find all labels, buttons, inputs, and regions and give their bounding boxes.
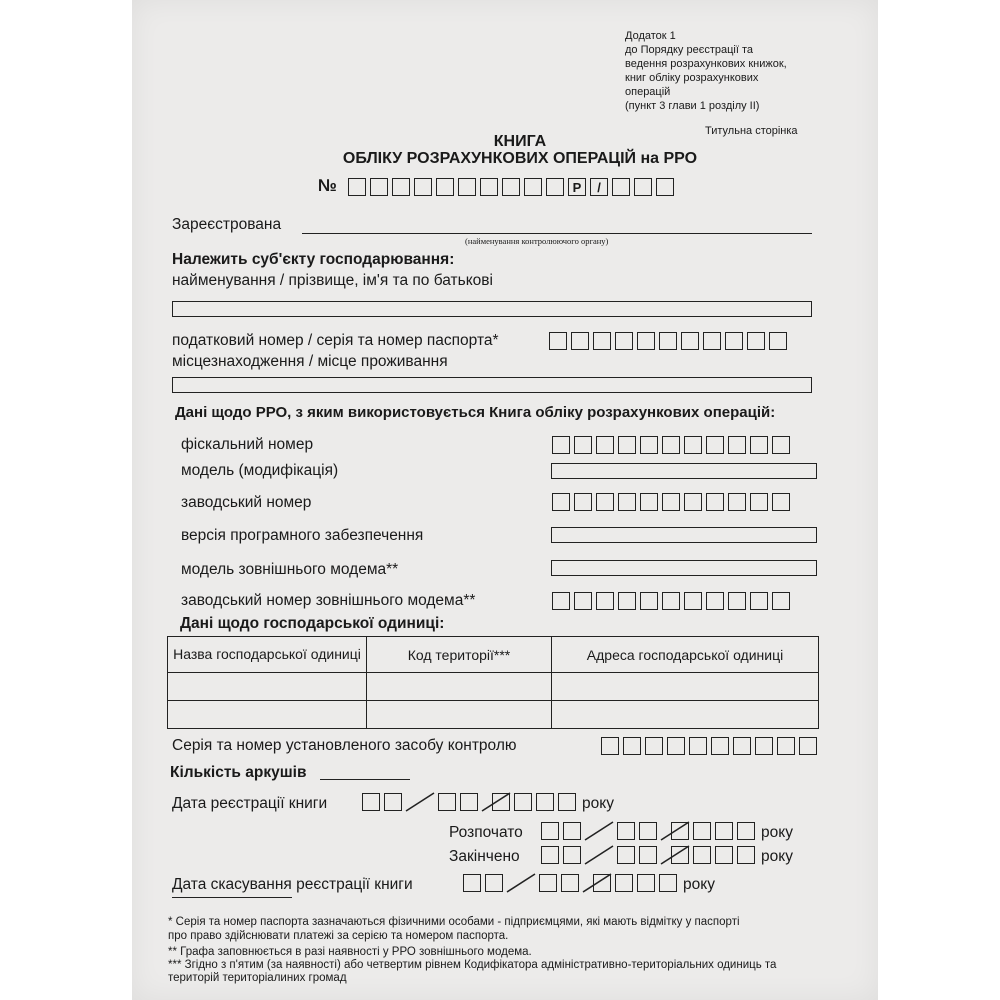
number-letter-cell: Р — [568, 178, 586, 196]
date-cell[interactable] — [639, 846, 657, 864]
name-label: найменування / прізвище, ім'я та по батькові — [172, 272, 493, 289]
serial-cell[interactable] — [772, 493, 790, 511]
serial-cell[interactable] — [552, 493, 570, 511]
software-version-input[interactable] — [551, 527, 817, 543]
fiscal-cell[interactable] — [574, 436, 592, 454]
control-cell[interactable] — [601, 737, 619, 755]
date-slash-icon — [404, 792, 436, 812]
date-slash-icon — [583, 845, 615, 865]
number-cell[interactable] — [612, 178, 630, 196]
modem-serial-cell[interactable] — [662, 592, 680, 610]
tax-cell[interactable] — [747, 332, 765, 350]
control-cell[interactable] — [711, 737, 729, 755]
serial-cell[interactable] — [750, 493, 768, 511]
date-cell[interactable] — [460, 793, 478, 811]
date-cell[interactable] — [715, 822, 733, 840]
modem-serial-label: заводський номер зовнішнього модема** — [181, 592, 476, 609]
number-slash-cell: / — [590, 178, 608, 196]
number-cell[interactable] — [414, 178, 432, 196]
date-cell[interactable] — [615, 874, 633, 892]
modem-serial-cell[interactable] — [618, 592, 636, 610]
tax-cell[interactable] — [659, 332, 677, 350]
tax-cell[interactable] — [593, 332, 611, 350]
serial-cell[interactable] — [706, 493, 724, 511]
footnote-3: *** Згідно з п'ятим (за наявності) або четвертим рівнем Кодифікатора адміністративно-територіальних одиниць та — [168, 959, 777, 971]
date-cell[interactable] — [438, 793, 456, 811]
fiscal-cell[interactable] — [706, 436, 724, 454]
cancel-day[interactable] — [463, 874, 507, 892]
date-cell[interactable] — [617, 846, 635, 864]
belongs-heading: Належить суб'єкту господарювання: — [172, 251, 455, 268]
tax-cell[interactable] — [769, 332, 787, 350]
tax-cell[interactable] — [637, 332, 655, 350]
control-cell[interactable] — [645, 737, 663, 755]
serial-cell[interactable] — [684, 493, 702, 511]
appendix-number: Додаток 1 — [625, 30, 676, 42]
started-day[interactable] — [541, 822, 585, 840]
number-cell[interactable] — [458, 178, 476, 196]
serial-cell[interactable] — [618, 493, 636, 511]
control-cell[interactable] — [777, 737, 795, 755]
date-cell[interactable] — [384, 793, 402, 811]
modem-model-input[interactable] — [551, 560, 817, 576]
date-slash-icon — [583, 821, 615, 841]
modem-serial-cell[interactable] — [552, 592, 570, 610]
control-cell[interactable] — [623, 737, 641, 755]
fiscal-number-cells[interactable] — [552, 436, 794, 454]
location-input[interactable] — [172, 377, 812, 393]
appendix-line: (пункт 3 глави 1 розділу II) — [625, 100, 760, 112]
column-header-name: Назва господарської одиниці — [168, 637, 367, 673]
modem-serial-cell[interactable] — [596, 592, 614, 610]
book-title: КНИГА — [493, 133, 547, 150]
control-cell[interactable] — [799, 737, 817, 755]
date-slash-icon — [505, 873, 537, 893]
number-cell[interactable] — [502, 178, 520, 196]
date-cell[interactable] — [693, 846, 711, 864]
serial-cell[interactable] — [574, 493, 592, 511]
date-cell[interactable] — [561, 874, 579, 892]
date-cell[interactable] — [639, 822, 657, 840]
cancel-date-label: Дата скасування реєстрації книги — [172, 876, 413, 893]
fiscal-cell[interactable] — [596, 436, 614, 454]
modem-serial-cell[interactable] — [750, 592, 768, 610]
control-cell[interactable] — [689, 737, 707, 755]
table-cell[interactable] — [168, 701, 367, 729]
appendix-line: ведення розрахункових книжок, — [625, 58, 787, 70]
date-cell[interactable] — [362, 793, 380, 811]
units-table — [167, 636, 819, 729]
reg-date-label: Дата реєстрації книги — [172, 795, 328, 812]
appendix-line: книг обліку розрахункових — [625, 72, 759, 84]
column-header-address: Адреса господарської одиниці — [552, 637, 819, 673]
date-cell[interactable] — [617, 822, 635, 840]
reg-date-month[interactable] — [438, 793, 482, 811]
footnote-3-cont: територій територіалиних громад — [168, 972, 347, 984]
table-cell[interactable] — [367, 673, 552, 701]
control-cell[interactable] — [667, 737, 685, 755]
tax-cell[interactable] — [725, 332, 743, 350]
number-sign: № — [318, 176, 337, 195]
units-heading: Дані щодо господарської одиниці: — [180, 615, 445, 632]
column-header-code: Код території*** — [367, 637, 552, 673]
date-cell[interactable] — [541, 822, 559, 840]
modem-serial-cell[interactable] — [706, 592, 724, 610]
tax-cell[interactable] — [681, 332, 699, 350]
title-page-label: Титульна сторінка — [705, 125, 798, 137]
year-word: року — [761, 848, 793, 865]
date-cell[interactable] — [563, 846, 581, 864]
date-cell[interactable] — [514, 793, 532, 811]
footnote-divider — [172, 897, 292, 898]
appendix-line: операцій — [625, 86, 671, 98]
fiscal-cell[interactable] — [750, 436, 768, 454]
date-cell[interactable] — [463, 874, 481, 892]
fiscal-cell[interactable] — [618, 436, 636, 454]
footnote-2: ** Графа заповнюється в разі наявності у РРО зовнішнього модема. — [168, 946, 532, 958]
serial-number-label: заводський номер — [181, 494, 312, 511]
location-label: місцезнаходження / місце проживання — [172, 353, 448, 370]
date-cell[interactable] — [671, 822, 689, 840]
date-cell[interactable] — [541, 846, 559, 864]
sheets-label: Кількість аркушів — [170, 764, 307, 781]
tax-cell[interactable] — [571, 332, 589, 350]
control-cell[interactable] — [755, 737, 773, 755]
appendix-line: до Порядку реєстрації та — [625, 44, 753, 56]
name-input[interactable] — [172, 301, 812, 317]
modem-model-label: модель зовнішнього модема** — [181, 561, 399, 578]
fiscal-cell[interactable] — [684, 436, 702, 454]
modem-serial-cell[interactable] — [640, 592, 658, 610]
cancel-month[interactable] — [539, 874, 583, 892]
cancel-year[interactable] — [593, 874, 681, 892]
finished-day[interactable] — [541, 846, 585, 864]
finished-label: Закінчено — [449, 848, 520, 865]
footnote-1-cont: про право здійснювати платежі за серією та номером паспорта. — [168, 930, 509, 942]
serial-cell[interactable] — [728, 493, 746, 511]
tax-number-label: податковий номер / серія та номер паспорта* — [172, 332, 499, 349]
tax-cell[interactable] — [549, 332, 567, 350]
number-cell[interactable] — [370, 178, 388, 196]
date-cell[interactable] — [671, 846, 689, 864]
year-word: року — [761, 824, 793, 841]
fiscal-number-label: фіскальний номер — [181, 436, 314, 453]
rro-heading: Дані щодо РРО, з яким використовується Книга обліку розрахункових операцій: — [175, 404, 776, 421]
table-cell[interactable] — [168, 673, 367, 701]
fiscal-cell[interactable] — [772, 436, 790, 454]
table-cell[interactable] — [552, 673, 819, 701]
date-cell[interactable] — [737, 846, 755, 864]
model-input[interactable] — [551, 463, 817, 479]
book-number-cells[interactable] — [348, 178, 678, 196]
number-cell[interactable] — [656, 178, 674, 196]
control-cell[interactable] — [733, 737, 751, 755]
finished-month[interactable] — [617, 846, 661, 864]
finished-year[interactable] — [671, 846, 759, 864]
date-cell[interactable] — [539, 874, 557, 892]
date-cell[interactable] — [637, 874, 655, 892]
model-label: модель (модифікація) — [181, 462, 339, 479]
serial-cell[interactable] — [596, 493, 614, 511]
reg-date-year[interactable] — [492, 793, 580, 811]
tax-cell[interactable] — [703, 332, 721, 350]
table-cell[interactable] — [367, 701, 552, 729]
number-cell[interactable] — [392, 178, 410, 196]
date-cell[interactable] — [715, 846, 733, 864]
date-cell[interactable] — [693, 822, 711, 840]
date-cell[interactable] — [593, 874, 611, 892]
year-word: року — [683, 876, 715, 893]
date-cell[interactable] — [737, 822, 755, 840]
control-cells[interactable] — [601, 737, 821, 755]
modem-serial-cell[interactable] — [684, 592, 702, 610]
table-header-row — [168, 637, 819, 673]
serial-cell[interactable] — [640, 493, 658, 511]
sheets-input-line[interactable] — [320, 762, 410, 780]
started-year[interactable] — [671, 822, 759, 840]
table-row — [168, 701, 819, 729]
modem-serial-cell[interactable] — [574, 592, 592, 610]
date-cell[interactable] — [536, 793, 554, 811]
fiscal-cell[interactable] — [728, 436, 746, 454]
modem-serial-cells[interactable] — [552, 592, 794, 610]
registered-hint: (найменування контролюючого органу) — [465, 236, 609, 246]
fiscal-cell[interactable] — [662, 436, 680, 454]
number-cell[interactable] — [634, 178, 652, 196]
registered-input-line[interactable] — [302, 216, 812, 234]
serial-number-cells[interactable] — [552, 493, 794, 511]
registered-label: Зареєстрована — [172, 216, 282, 233]
number-cell[interactable] — [480, 178, 498, 196]
tax-cell[interactable] — [615, 332, 633, 350]
footnote-1: * Серія та номер паспорта зазначаються фізичними особами - підприємцями, які мають відмітку у паспорті — [168, 916, 740, 928]
number-cell[interactable] — [436, 178, 454, 196]
started-month[interactable] — [617, 822, 661, 840]
fiscal-cell[interactable] — [640, 436, 658, 454]
date-cell[interactable] — [563, 822, 581, 840]
reg-date-day[interactable] — [362, 793, 406, 811]
year-word: року — [582, 795, 614, 812]
table-row — [168, 673, 819, 701]
number-cell[interactable] — [546, 178, 564, 196]
started-label: Розпочато — [449, 824, 523, 841]
date-cell[interactable] — [659, 874, 677, 892]
book-subtitle: ОБЛІКУ РОЗРАХУНКОВИХ ОПЕРАЦІЙ на РРО — [342, 150, 698, 167]
date-cell[interactable] — [492, 793, 510, 811]
date-cell[interactable] — [558, 793, 576, 811]
modem-serial-cell[interactable] — [728, 592, 746, 610]
software-version-label: версія програмного забезпечення — [181, 527, 424, 544]
table-cell[interactable] — [552, 701, 819, 729]
number-cell[interactable] — [348, 178, 366, 196]
number-cell[interactable] — [524, 178, 542, 196]
fiscal-cell[interactable] — [552, 436, 570, 454]
date-cell[interactable] — [485, 874, 503, 892]
control-label: Серія та номер установленого засобу контролю — [172, 737, 517, 754]
modem-serial-cell[interactable] — [772, 592, 790, 610]
tax-number-cells[interactable] — [549, 332, 791, 350]
serial-cell[interactable] — [662, 493, 680, 511]
